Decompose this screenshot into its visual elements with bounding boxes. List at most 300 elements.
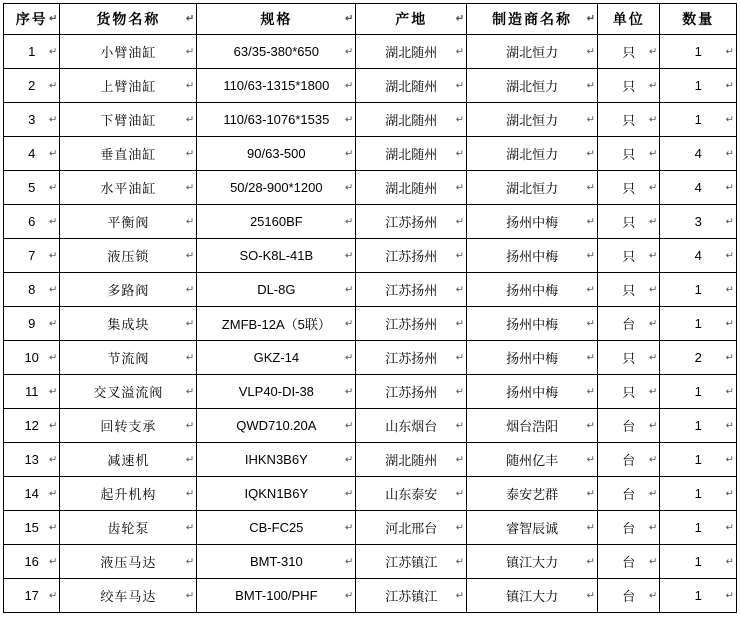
paragraph-mark-icon: ↵	[185, 590, 195, 601]
paragraph-mark-icon: ↵	[586, 522, 596, 533]
paragraph-mark-icon: ↵	[344, 216, 354, 227]
cell-content	[356, 178, 466, 197]
paragraph-mark-icon: ↵	[649, 182, 658, 193]
cell-unit	[598, 511, 660, 545]
cell-content	[60, 416, 196, 435]
cell-value: 起升机构	[100, 487, 157, 502]
paragraph-mark-icon: ↵	[185, 522, 195, 533]
cell-content	[598, 484, 659, 503]
cell-value: 90/63-500	[247, 146, 306, 161]
cell-unit	[598, 103, 660, 137]
paragraph-mark-icon: ↵	[455, 488, 465, 499]
column-header-label: 规格	[260, 11, 293, 27]
cell-origin	[356, 171, 467, 205]
cell-value: 1	[694, 78, 702, 93]
cell-value: 4	[694, 248, 702, 263]
cell-value: SO-K8L-41B	[239, 248, 314, 263]
cell-value: 3	[694, 214, 702, 229]
cell-content	[356, 9, 466, 29]
cell-value: 2	[28, 78, 36, 93]
paragraph-mark-icon: ↵	[185, 46, 195, 57]
cell-seq	[4, 477, 60, 511]
cell-qty	[660, 511, 737, 545]
cell-content	[197, 44, 355, 59]
paragraph-mark-icon: ↵	[455, 284, 465, 295]
cell-value: 1	[694, 452, 702, 467]
cell-content	[598, 110, 659, 129]
cell-value: 只	[622, 113, 636, 128]
cell-value: 11	[24, 384, 39, 399]
paragraph-mark-icon: ↵	[455, 114, 465, 125]
paragraph-mark-icon: ↵	[649, 590, 658, 601]
cell-content	[660, 214, 736, 229]
cell-spec	[197, 307, 356, 341]
cell-name	[60, 375, 197, 409]
cell-value: 扬州中梅	[506, 317, 559, 332]
table-row	[4, 171, 737, 205]
cell-value: 1	[694, 316, 702, 331]
cell-value: 1	[694, 112, 702, 127]
paragraph-mark-icon: ↵	[586, 454, 596, 465]
cell-name	[60, 103, 197, 137]
cell-maker	[467, 205, 598, 239]
cell-content	[60, 178, 196, 197]
paragraph-mark-icon: ↵	[649, 284, 658, 295]
cell-maker	[467, 375, 598, 409]
cell-qty	[660, 409, 737, 443]
cell-value: 山东烟台	[385, 419, 438, 434]
cell-value: 只	[622, 249, 636, 264]
cell-value: 湖北随州	[385, 45, 438, 60]
cell-value: 1	[694, 44, 702, 59]
paragraph-mark-icon: ↵	[586, 420, 596, 431]
paragraph-mark-icon: ↵	[649, 46, 658, 57]
cell-content	[660, 486, 736, 501]
cell-spec	[197, 205, 356, 239]
cell-unit	[598, 137, 660, 171]
cell-unit	[598, 171, 660, 205]
cell-content	[467, 280, 597, 299]
cell-value: 江苏镇江	[385, 555, 438, 570]
cell-unit	[598, 545, 660, 579]
cell-maker	[467, 545, 598, 579]
cell-qty	[660, 69, 737, 103]
paragraph-mark-icon: ↵	[48, 182, 58, 193]
cell-value: 只	[622, 147, 636, 162]
cell-content	[467, 518, 597, 537]
cell-value: 17	[24, 588, 39, 603]
cell-value: 只	[622, 283, 636, 298]
cell-content	[60, 586, 196, 605]
cell-qty	[660, 239, 737, 273]
cell-value: 江苏扬州	[385, 385, 438, 400]
cell-content	[467, 42, 597, 61]
paragraph-mark-icon: ↵	[586, 352, 596, 363]
paragraph-mark-icon: ↵	[725, 590, 734, 601]
cell-value: 小臂油缸	[100, 45, 157, 60]
cell-value: 扬州中梅	[506, 249, 559, 264]
paragraph-mark-icon: ↵	[725, 284, 734, 295]
paragraph-mark-icon: ↵	[725, 352, 734, 363]
cell-value: 烟台浩阳	[506, 419, 559, 434]
cell-maker	[467, 579, 598, 613]
paragraph-mark-icon: ↵	[455, 522, 465, 533]
cell-value: 4	[694, 180, 702, 195]
paragraph-mark-icon: ↵	[725, 216, 734, 227]
cell-qty	[660, 103, 737, 137]
cell-content	[598, 586, 659, 605]
cell-value: 液压锁	[107, 249, 150, 264]
cell-content	[467, 314, 597, 333]
cell-unit	[598, 443, 660, 477]
cell-value: 扬州中梅	[506, 351, 559, 366]
paragraph-mark-icon: ↵	[649, 556, 658, 567]
cell-content	[4, 316, 59, 331]
paragraph-mark-icon: ↵	[455, 250, 465, 261]
cell-spec	[197, 443, 356, 477]
paragraph-mark-icon: ↵	[48, 590, 58, 601]
cell-value: 河北邢台	[385, 521, 438, 536]
cell-name	[60, 443, 197, 477]
paragraph-mark-icon: ↵	[455, 182, 465, 193]
paragraph-mark-icon: ↵	[48, 148, 58, 159]
paragraph-mark-icon: ↵	[185, 488, 195, 499]
cell-content	[197, 588, 355, 603]
cell-content	[197, 350, 355, 365]
paragraph-mark-icon: ↵	[185, 13, 195, 25]
cell-content	[598, 280, 659, 299]
cell-maker	[467, 171, 598, 205]
cell-seq	[4, 273, 60, 307]
cell-content	[4, 554, 59, 569]
cell-value: 16	[24, 554, 39, 569]
cell-content	[467, 348, 597, 367]
cell-seq	[4, 103, 60, 137]
cell-value: VLP40-DI-38	[238, 384, 314, 399]
cell-content	[660, 350, 736, 365]
paragraph-mark-icon: ↵	[725, 114, 734, 125]
cell-name	[60, 307, 197, 341]
cell-seq	[4, 35, 60, 69]
cell-value: 4	[28, 146, 36, 161]
cell-content	[356, 212, 466, 231]
cell-name	[60, 205, 197, 239]
cell-maker	[467, 409, 598, 443]
cell-content	[598, 348, 659, 367]
cell-content	[60, 348, 196, 367]
cell-content	[4, 350, 59, 365]
cell-content	[660, 452, 736, 467]
cell-name	[60, 137, 197, 171]
cell-value: 多路阀	[107, 283, 150, 298]
cell-content	[4, 9, 59, 29]
cell-content	[356, 314, 466, 333]
cell-unit	[598, 69, 660, 103]
cell-content	[356, 76, 466, 95]
column-header-label: 数量	[682, 11, 715, 27]
paragraph-mark-icon: ↵	[586, 148, 596, 159]
cell-origin	[356, 409, 467, 443]
cell-content	[356, 450, 466, 469]
paragraph-mark-icon: ↵	[185, 148, 195, 159]
paragraph-mark-icon: ↵	[586, 250, 596, 261]
cell-spec	[197, 341, 356, 375]
cell-qty	[660, 579, 737, 613]
cell-content	[356, 484, 466, 503]
cell-content	[660, 520, 736, 535]
cell-content	[467, 552, 597, 571]
cell-value: 液压马达	[100, 555, 157, 570]
cell-content	[197, 554, 355, 569]
cell-origin	[356, 341, 467, 375]
table-row	[4, 545, 737, 579]
cell-value: 3	[28, 112, 36, 127]
paragraph-mark-icon: ↵	[586, 556, 596, 567]
paragraph-mark-icon: ↵	[725, 488, 734, 499]
cell-content	[598, 76, 659, 95]
cell-value: 1	[694, 384, 702, 399]
cell-value: 1	[694, 554, 702, 569]
cell-value: 湖北随州	[385, 181, 438, 196]
cell-origin	[356, 239, 467, 273]
cell-value: 110/63-1315*1800	[223, 78, 330, 93]
cell-origin	[356, 579, 467, 613]
cell-value: 1	[28, 44, 36, 59]
paragraph-mark-icon: ↵	[725, 182, 734, 193]
cell-value: 12	[24, 418, 39, 433]
paragraph-mark-icon: ↵	[344, 250, 354, 261]
cell-unit	[598, 341, 660, 375]
cell-value: 13	[24, 452, 39, 467]
cell-unit	[598, 477, 660, 511]
cell-value: 睿智辰诚	[506, 521, 559, 536]
cell-content	[467, 382, 597, 401]
paragraph-mark-icon: ↵	[48, 318, 58, 329]
cell-content	[467, 9, 597, 29]
cell-maker	[467, 137, 598, 171]
cell-value: 50/28-900*1200	[230, 180, 323, 195]
table-row	[4, 579, 737, 613]
cell-content	[660, 316, 736, 331]
paragraph-mark-icon: ↵	[455, 352, 465, 363]
cell-seq	[4, 443, 60, 477]
cell-value: 台	[622, 589, 636, 604]
table-row	[4, 205, 737, 239]
cell-content	[4, 418, 59, 433]
paragraph-mark-icon: ↵	[649, 420, 658, 431]
cell-value: 齿轮泵	[107, 521, 150, 536]
paragraph-mark-icon: ↵	[455, 148, 465, 159]
cell-content	[60, 518, 196, 537]
cell-qty	[660, 443, 737, 477]
cell-content	[197, 418, 355, 433]
cell-content	[60, 76, 196, 95]
cell-qty	[660, 341, 737, 375]
cell-value: 下臂油缸	[100, 113, 157, 128]
paragraph-mark-icon: ↵	[185, 114, 195, 125]
cell-content	[4, 520, 59, 535]
cell-value: 只	[622, 45, 636, 60]
paragraph-mark-icon: ↵	[185, 454, 195, 465]
cell-value: 1	[694, 486, 702, 501]
cell-content	[4, 282, 59, 297]
cell-value: 只	[622, 79, 636, 94]
cell-seq	[4, 69, 60, 103]
paragraph-mark-icon: ↵	[185, 284, 195, 295]
cell-origin	[356, 273, 467, 307]
cell-spec	[197, 545, 356, 579]
cell-origin	[356, 511, 467, 545]
cell-maker	[467, 511, 598, 545]
cell-content	[356, 110, 466, 129]
cell-content	[356, 42, 466, 61]
cell-qty	[660, 477, 737, 511]
cell-seq	[4, 239, 60, 273]
cell-value: 随州亿丰	[506, 453, 559, 468]
cell-qty	[660, 545, 737, 579]
paragraph-mark-icon: ↵	[725, 46, 734, 57]
cell-value: 台	[622, 453, 636, 468]
cell-maker	[467, 103, 598, 137]
cell-maker	[467, 443, 598, 477]
paragraph-mark-icon: ↵	[455, 386, 465, 397]
cell-content	[197, 214, 355, 229]
paragraph-mark-icon: ↵	[455, 216, 465, 227]
table-row	[4, 273, 737, 307]
cell-content	[598, 42, 659, 61]
cell-value: 江苏镇江	[385, 589, 438, 604]
column-header-label: 制造商名称	[492, 11, 573, 27]
paragraph-mark-icon: ↵	[649, 488, 658, 499]
paragraph-mark-icon: ↵	[344, 420, 354, 431]
cell-origin	[356, 69, 467, 103]
cell-content	[4, 146, 59, 161]
cell-seq	[4, 579, 60, 613]
cell-value: 湖北随州	[385, 147, 438, 162]
cell-content	[60, 212, 196, 231]
paragraph-mark-icon: ↵	[185, 216, 195, 227]
cell-value: 1	[694, 520, 702, 535]
cell-content	[60, 246, 196, 265]
paragraph-mark-icon: ↵	[185, 386, 195, 397]
paragraph-mark-icon: ↵	[455, 556, 465, 567]
cell-content	[660, 554, 736, 569]
cell-spec	[197, 69, 356, 103]
paragraph-mark-icon: ↵	[455, 454, 465, 465]
table-row	[4, 511, 737, 545]
cell-content	[4, 112, 59, 127]
cell-content	[356, 416, 466, 435]
cell-seq	[4, 341, 60, 375]
cell-value: 湖北随州	[385, 453, 438, 468]
cell-content	[356, 144, 466, 163]
cell-content	[60, 382, 196, 401]
cell-value: BMT-310	[249, 554, 303, 569]
table-row	[4, 307, 737, 341]
cell-content	[356, 518, 466, 537]
cell-qty	[660, 273, 737, 307]
cell-content	[467, 416, 597, 435]
paragraph-mark-icon: ↵	[649, 250, 658, 261]
cell-content	[467, 110, 597, 129]
cell-content	[197, 248, 355, 263]
table-row	[4, 69, 737, 103]
cell-content	[660, 588, 736, 603]
cell-content	[598, 212, 659, 231]
cell-unit	[598, 205, 660, 239]
paragraph-mark-icon: ↵	[586, 386, 596, 397]
cell-spec	[197, 409, 356, 443]
cell-origin	[356, 375, 467, 409]
cell-value: 镇江大力	[506, 589, 559, 604]
column-header-spec	[197, 4, 356, 35]
cell-maker	[467, 341, 598, 375]
paragraph-mark-icon: ↵	[725, 386, 734, 397]
paragraph-mark-icon: ↵	[48, 114, 58, 125]
column-header-qty	[660, 4, 737, 35]
column-header-seq	[4, 4, 60, 35]
cell-value: QWD710.20A	[236, 418, 317, 433]
cell-content	[60, 42, 196, 61]
cell-origin	[356, 477, 467, 511]
cell-name	[60, 35, 197, 69]
cell-seq	[4, 375, 60, 409]
cell-value: 只	[622, 385, 636, 400]
cell-value: 台	[622, 419, 636, 434]
cell-spec	[197, 171, 356, 205]
cell-value: 平衡阀	[107, 215, 150, 230]
cell-value: 4	[694, 146, 702, 161]
cell-maker	[467, 239, 598, 273]
paragraph-mark-icon: ↵	[48, 250, 58, 261]
cell-value: 湖北随州	[385, 113, 438, 128]
paragraph-mark-icon: ↵	[48, 386, 58, 397]
paragraph-mark-icon: ↵	[344, 556, 354, 567]
cell-value: 湖北随州	[385, 79, 438, 94]
cell-value: 上臂油缸	[100, 79, 157, 94]
cell-content	[467, 586, 597, 605]
cell-qty	[660, 35, 737, 69]
cell-value: 9	[28, 316, 36, 331]
cell-value: 8	[28, 282, 36, 297]
cell-content	[60, 280, 196, 299]
paragraph-mark-icon: ↵	[586, 80, 596, 91]
cell-content	[197, 486, 355, 501]
cell-value: GKZ-14	[253, 350, 300, 365]
cell-origin	[356, 137, 467, 171]
cell-spec	[197, 137, 356, 171]
cell-qty	[660, 205, 737, 239]
table-row	[4, 341, 737, 375]
paragraph-mark-icon: ↵	[48, 420, 58, 431]
column-header-unit	[598, 4, 660, 35]
cell-content	[60, 9, 196, 29]
table-row	[4, 103, 737, 137]
paragraph-mark-icon: ↵	[586, 590, 596, 601]
paragraph-mark-icon: ↵	[649, 318, 658, 329]
paragraph-mark-icon: ↵	[455, 80, 465, 91]
paragraph-mark-icon: ↵	[725, 556, 734, 567]
cell-value: 只	[622, 215, 636, 230]
cell-value: 5	[28, 180, 36, 195]
cell-name	[60, 341, 197, 375]
cell-spec	[197, 579, 356, 613]
cell-content	[467, 212, 597, 231]
paragraph-mark-icon: ↵	[48, 488, 58, 499]
cell-spec	[197, 375, 356, 409]
cell-value: 湖北恒力	[506, 45, 559, 60]
cell-content	[660, 9, 736, 29]
